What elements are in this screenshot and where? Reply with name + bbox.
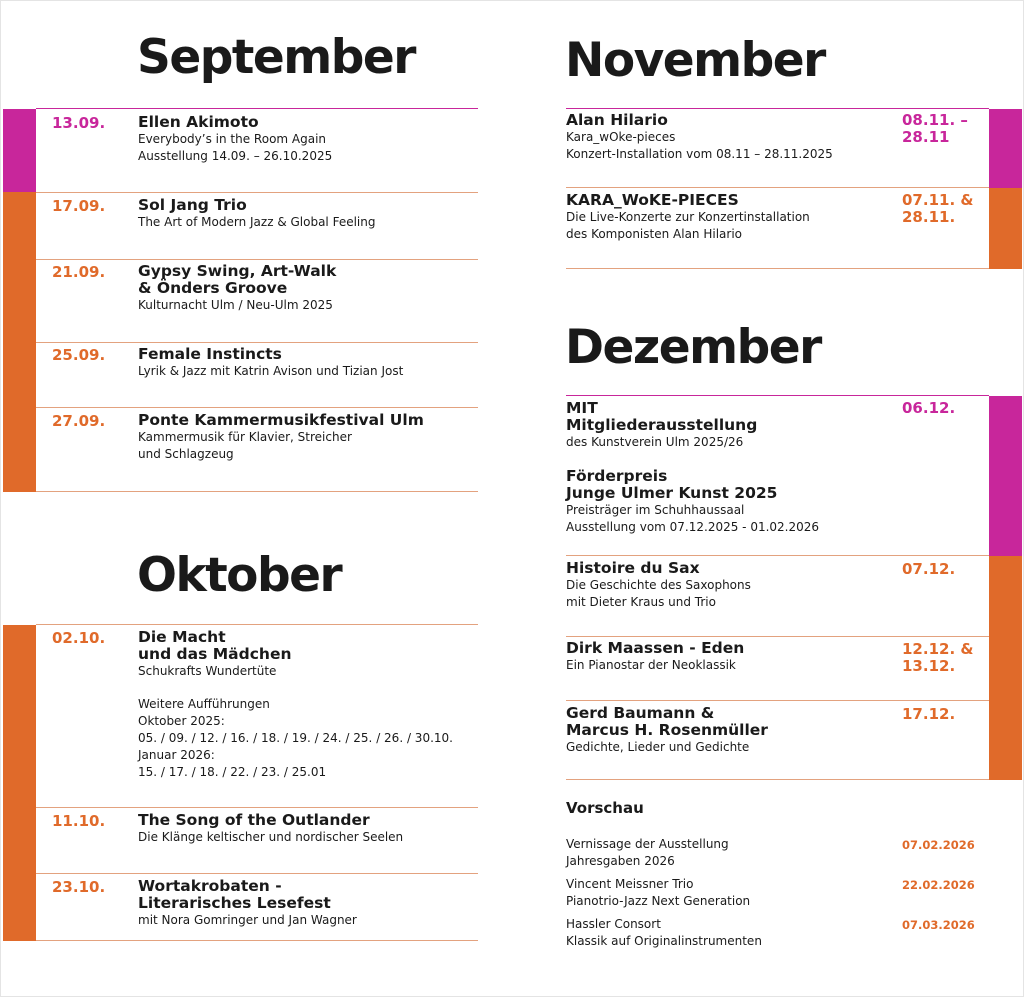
event-date: 13.09. [52, 114, 106, 132]
event-title: KARA_WoKE-PIECES [566, 191, 739, 209]
event-date: 27.09. [52, 412, 106, 430]
event-wortakrobaten [138, 878, 357, 929]
divider [36, 624, 478, 625]
divider [566, 268, 989, 269]
event-sol-jang-trio [138, 197, 376, 231]
preview-item-text: Vernissage der Ausstellung Jahresgaben 2026 [566, 837, 729, 868]
event-date: 11.10. [52, 812, 106, 830]
divider [36, 192, 478, 193]
event-subtitle: Kulturnacht Ulm / Neu-Ulm 2025 [138, 298, 333, 312]
event-date: 23.10. [52, 878, 106, 896]
event-date: 08.11. – 28.11 [902, 111, 968, 146]
event-title-foerderpreis: Förderpreis Junge Ulmer Kunst 2025 [566, 467, 778, 502]
event-title: The Song of the Outlander [138, 811, 370, 829]
event-title: Ellen Akimoto [138, 113, 259, 131]
color-bar-orange [3, 625, 36, 941]
event-title: MIT Mitgliederausstellung [566, 399, 758, 434]
event-ellen-akimoto [138, 114, 332, 165]
event-dirk-maassen [566, 640, 744, 674]
event-subtitle: The Art of Modern Jazz & Global Feeling [138, 215, 376, 229]
event-extra-dates: Weitere Aufführungen Oktober 2025: 05. / 09. / 12. / 16. / 18. / 19. / 24. / 25. / 26. / 30.10. Januar 2026: 15. / 17. / 18. / 22. / 23. / 25.01 [138, 697, 453, 779]
event-title: Female Instincts [138, 345, 282, 363]
divider [36, 807, 478, 808]
event-date: 07.12. [902, 560, 956, 578]
event-subtitle: Schukrafts Wundertüte [138, 664, 277, 678]
event-subtitle: Everybody’s in the Room Again Ausstellung 14.09. – 26.10.2025 [138, 132, 333, 163]
divider [566, 395, 989, 396]
event-title: Histoire du Sax [566, 559, 700, 577]
event-gypsy-swing [138, 263, 336, 314]
event-title: Die Macht und das Mädchen [138, 628, 292, 663]
heading-dezember: Dezember [565, 320, 821, 375]
divider [566, 555, 989, 556]
preview-item-text: Vincent Meissner Trio Pianotrio-Jazz Next Generation [566, 877, 751, 908]
event-subtitle: des Kunstverein Ulm 2025/26 [566, 435, 744, 449]
divider [36, 491, 478, 492]
event-subtitle: Lyrik & Jazz mit Katrin Avison und Tizian Jost [138, 364, 404, 378]
divider [566, 636, 989, 637]
heading-oktober: Oktober [137, 548, 342, 603]
event-date: 17.12. [902, 705, 956, 723]
event-date: 12.12. & 13.12. [902, 640, 974, 675]
preview-item-date: 22.02.2026 [902, 878, 975, 892]
divider [566, 108, 989, 109]
preview-heading: Vorschau [566, 799, 644, 817]
divider [36, 342, 478, 343]
color-bar-magenta [3, 109, 36, 192]
divider [566, 187, 989, 188]
event-subtitle: Kammermusik für Klavier, Streicher und Schlagzeug [138, 430, 352, 461]
divider [36, 108, 478, 109]
event-mitgliederausstellung [566, 400, 819, 536]
event-subtitle: Die Klänge keltischer und nordischer Seelen [138, 830, 404, 844]
event-title: Sol Jang Trio [138, 196, 247, 214]
event-date: 07.11. & 28.11. [902, 191, 974, 226]
event-date: 06.12. [902, 399, 956, 417]
heading-september: September [137, 30, 415, 85]
event-subtitle: mit Nora Gomringer und Jan Wagner [138, 913, 357, 927]
preview-item-date: 07.02.2026 [902, 838, 975, 852]
event-gerd-baumann [566, 705, 768, 756]
event-date: 02.10. [52, 629, 106, 647]
event-die-macht [138, 629, 453, 781]
event-date: 25.09. [52, 346, 106, 364]
color-bar-orange [989, 556, 1022, 780]
color-bar-orange [989, 188, 1022, 269]
divider [36, 407, 478, 408]
event-subtitle: Die Live-Konzerte zur Konzertinstallation des Komponisten Alan Hilario [566, 210, 810, 241]
event-histoire-du-sax [566, 560, 751, 611]
event-ponte-festival [138, 412, 424, 463]
preview-item-text: Hassler Consort Klassik auf Originalinstrumenten [566, 917, 762, 948]
divider [36, 259, 478, 260]
event-female-instincts [138, 346, 403, 380]
divider [36, 873, 478, 874]
heading-november: November [565, 33, 825, 88]
event-title: Alan Hilario [566, 111, 668, 129]
event-subtitle: Ein Pianostar der Neoklassik [566, 658, 736, 672]
event-date: 21.09. [52, 263, 106, 281]
divider [566, 700, 989, 701]
color-bar-orange [3, 192, 36, 492]
event-subtitle: Die Geschichte des Saxophons mit Dieter Kraus und Trio [566, 578, 751, 609]
event-date: 17.09. [52, 197, 106, 215]
color-bar-magenta [989, 396, 1022, 556]
event-song-of-outlander [138, 812, 403, 846]
event-title: Gerd Baumann & Marcus H. Rosenmüller [566, 704, 768, 739]
event-subtitle: Kara_wOke-pieces Konzert-Installation vom 08.11 – 28.11.2025 [566, 130, 833, 161]
event-title: Wortakrobaten - Literarisches Lesefest [138, 877, 331, 912]
divider [566, 779, 989, 780]
event-alan-hilario [566, 112, 833, 163]
event-subtitle: Gedichte, Lieder und Gedichte [566, 740, 750, 754]
preview-item-date: 07.03.2026 [902, 918, 975, 932]
event-title: Dirk Maassen - Eden [566, 639, 745, 657]
color-bar-magenta [989, 109, 1022, 188]
event-subtitle: Preisträger im Schuhhaussaal Ausstellung vom 07.12.2025 - 01.02.2026 [566, 503, 820, 534]
event-title: Gypsy Swing, Art-Walk & Önders Groove [138, 262, 337, 297]
divider [36, 940, 478, 941]
event-title: Ponte Kammermusikfestival Ulm [138, 411, 424, 429]
event-kara-woke-pieces [566, 192, 810, 243]
